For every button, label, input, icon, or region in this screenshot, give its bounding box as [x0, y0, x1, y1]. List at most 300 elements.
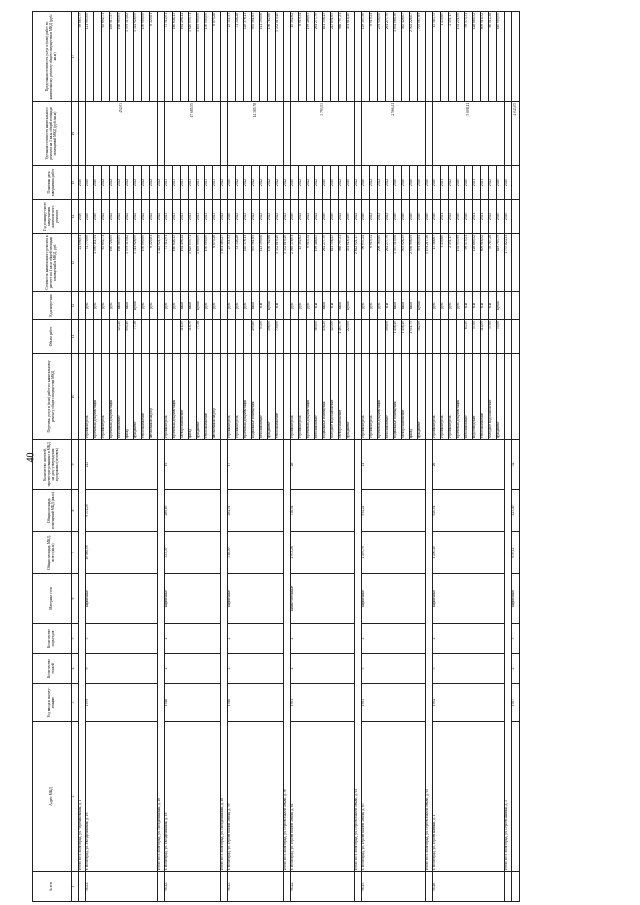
work-volume: 55,00: [497, 320, 505, 354]
year: 2022: [315, 200, 323, 234]
unit-cost: 17 685,55: [165, 102, 221, 166]
year: 2023: [165, 200, 173, 234]
cost: 2 151,17: [449, 234, 457, 292]
cost: 821 358,43: [331, 234, 339, 292]
limit-cost: 80 012,28: [489, 12, 497, 102]
unit: куб.м: [134, 292, 142, 320]
unit: кв.м: [323, 292, 331, 320]
build-year: 1979: [86, 684, 158, 722]
cost: 261 277,70: [323, 234, 331, 292]
plan-date: 2022: [236, 166, 244, 200]
year: 2022: [126, 200, 134, 234]
year: 2022: [260, 200, 268, 234]
unit: кв.м: [181, 292, 189, 320]
cost: 206 360,60: [378, 234, 386, 292]
premises-area: 9 372,20: [86, 490, 158, 532]
unit: кв.м: [189, 292, 197, 320]
work-type: стройконтроль: [291, 354, 299, 440]
cost: 261 277,70: [386, 234, 394, 292]
plan-date: 2020: [291, 166, 299, 200]
table-cell: [505, 292, 512, 320]
work-volume: 495,80: [252, 320, 260, 354]
total-limit: 99 663,75: [79, 12, 86, 102]
limit-cost: 821 358,43: [323, 12, 331, 102]
plan-date: 2022: [339, 166, 347, 200]
column-number: 17: [72, 12, 79, 102]
year: 2020: [457, 200, 465, 234]
work-type: газоснабжение: [118, 354, 126, 440]
column-number: 8: [72, 490, 79, 532]
year: 2023: [213, 200, 221, 234]
cost: 451 618,40: [347, 234, 355, 292]
entrances: 2: [228, 624, 284, 654]
total-year: 2022: [158, 200, 165, 234]
plan-date: 2023: [165, 166, 173, 200]
row-number: 56.41.: [86, 872, 158, 902]
work-type: автономный надзор: [213, 354, 221, 440]
total-label: Итого по г. Волгоград, ул. Гвоздичинская, д. 16: [158, 440, 165, 872]
residents: 21: [362, 440, 426, 490]
row-number: 56.42.: [165, 872, 221, 902]
limit-cost: 1 579 515,82: [126, 12, 134, 102]
total-date: 2022: [221, 166, 228, 200]
work-type: фасад: [126, 354, 134, 440]
premises-area: 289,85: [165, 490, 221, 532]
plan-date: 2020: [228, 166, 236, 200]
work-type: проектная документация: [173, 354, 181, 440]
build-year: 1946: [228, 684, 284, 722]
work-volume: 1 458,40: [394, 320, 402, 354]
row-number: 56.45.: [362, 872, 426, 902]
column-header: Плановая дата завершения работ: [33, 166, 72, 200]
unit: п.м: [386, 292, 394, 320]
total-row: [79, 12, 86, 902]
residents: 19: [165, 440, 221, 490]
cost: 503 026,35: [402, 234, 410, 292]
plan-date: 2022: [386, 166, 394, 200]
cost: 145 376,11: [244, 234, 252, 292]
column-number-row: [72, 12, 79, 902]
plan-date: 2022: [150, 166, 158, 200]
column-header: Удельная стоимость капитального ремонта на 1 кв.м общей площади помещений МКД (руб./кв.м): [33, 102, 72, 166]
unit: руб.: [205, 292, 213, 320]
limit-cost: 129 307,50: [362, 12, 370, 102]
limit-cost: 1 314 928,00: [134, 12, 142, 102]
total-date: 2020: [79, 166, 86, 200]
wall-material: кирпичные: [86, 574, 158, 624]
table-row: [291, 12, 299, 902]
limit-cost: 164 406,14: [181, 12, 189, 102]
limit-cost: 1 430,60: [441, 12, 449, 102]
work-type: стройконтроль: [228, 354, 236, 440]
cost: 128 669,52: [473, 234, 481, 292]
table-row: [228, 12, 236, 902]
table-cell: [221, 320, 228, 354]
work-volume: [291, 320, 299, 354]
total-year: 2022: [355, 200, 362, 234]
total-row: [284, 12, 291, 902]
work-volume: [142, 320, 150, 354]
address-cell: г. Волгоград, ул. Героев Малой Земли, д. 50: [228, 722, 284, 872]
work-type: теплоснабжение: [142, 354, 150, 440]
year: 2022: [370, 200, 378, 234]
year: 2022: [276, 200, 284, 234]
work-type: подвальные помещения: [394, 354, 402, 440]
limit-cost: 1 332 819,40: [276, 12, 284, 102]
year: 2021: [473, 200, 481, 234]
limit-cost: 1 954 086,36: [394, 12, 402, 102]
column-header: Год планиру-емого завер-шения капиталь-ного ремонта: [33, 200, 72, 234]
plan-date: 2022: [102, 166, 110, 200]
total-row: [426, 12, 433, 902]
year: 2020: [402, 200, 410, 234]
plan-date: 2022: [110, 166, 118, 200]
cost: 154 953,99: [457, 234, 465, 292]
plan-date: 2022: [299, 166, 307, 200]
cost: 935 561,65: [252, 234, 260, 292]
plan-date: 2022: [252, 166, 260, 200]
cost: 31 348,28: [236, 234, 244, 292]
limit-cost: 150 000,00: [205, 12, 213, 102]
table-cell: [512, 320, 520, 354]
plan-date: 2020: [94, 166, 102, 200]
plan-date: 2022: [126, 166, 134, 200]
premises-area: 920,01: [433, 490, 505, 532]
limit-cost: 13 183,75: [433, 12, 441, 102]
unit: руб.: [307, 292, 315, 320]
unit: кв.м: [339, 292, 347, 320]
work-volume: [362, 320, 370, 354]
limit-cost: 988 797,21: [339, 12, 347, 102]
work-type: электроснабжение: [339, 354, 347, 440]
year: 2022: [142, 200, 150, 234]
limit-cost: 261 277,70: [315, 12, 323, 102]
year: 2022: [268, 200, 276, 234]
column-number: 5: [72, 624, 79, 654]
year: 2022: [110, 200, 118, 234]
work-type: автономный надзор: [150, 354, 158, 440]
unit-cost: 14 385,78: [228, 102, 284, 166]
plan-date: 2020: [86, 166, 94, 200]
build-year: 1957: [512, 684, 520, 722]
wall-material: кирпичные: [165, 574, 221, 624]
work-volume: [370, 320, 378, 354]
unit: руб.: [449, 292, 457, 320]
residents: 28: [291, 440, 355, 490]
table-cell: [512, 200, 520, 234]
year: 2020: [418, 200, 426, 234]
unit: руб.: [441, 292, 449, 320]
table-row: [433, 12, 441, 902]
cost: 6 870,28: [213, 234, 221, 292]
work-volume: 57,00: [473, 320, 481, 354]
total-area: 1 073,26: [291, 532, 355, 574]
unit: руб.: [291, 292, 299, 320]
limit-cost: 6 870,28: [213, 12, 221, 102]
column-number: 11: [72, 320, 79, 354]
cost: 1 430,60: [441, 234, 449, 292]
work-volume: [228, 320, 236, 354]
limit-cost: 703 067,69: [418, 12, 426, 102]
table-cell: [158, 320, 165, 354]
work-type: проектная документация: [307, 354, 315, 440]
column-number: 10: [72, 354, 79, 440]
address-cell: [512, 722, 520, 872]
column-header: Материал стен: [33, 574, 72, 624]
limit-cost: 154 251,00: [457, 12, 465, 102]
table-cell: [284, 102, 291, 166]
column-number: 3: [72, 684, 79, 722]
year: 2023: [205, 200, 213, 234]
unit: руб.: [213, 292, 221, 320]
residents: 34: [512, 440, 520, 490]
work-type: холодное водоснабжение: [489, 354, 497, 440]
year: 2022: [449, 200, 457, 234]
unit: руб.: [299, 292, 307, 320]
column-header: Общая площадь помещений МКД (кв.м): [33, 490, 72, 532]
unit: руб.: [378, 292, 386, 320]
unit: п.м: [315, 292, 323, 320]
unit: руб.: [102, 292, 110, 320]
column-header: Общая площадь МКД, всего (кв.м): [33, 532, 72, 574]
limit-cost: 99 575,31: [465, 12, 473, 102]
total-row: [221, 12, 228, 902]
limit-cost: 121 993,00: [86, 12, 94, 102]
column-header: Перечень услуг и (или) работ по капитальному ремонту общего имущества МКД: [33, 354, 72, 440]
work-type: подвальные помещения: [323, 354, 331, 440]
year: 2020: [291, 200, 299, 234]
premises-area: 264,51: [228, 490, 284, 532]
column-number: 1: [72, 872, 79, 902]
cost: 166 985,05: [118, 234, 126, 292]
work-volume: [299, 320, 307, 354]
plan-date: 2023: [213, 166, 221, 200]
year: 2023: [173, 200, 181, 234]
unit: кв.м: [402, 292, 410, 320]
limit-cost: 935 561,65: [252, 12, 260, 102]
cost: 78 787,28: [489, 234, 497, 292]
total-year: 2020: [79, 200, 86, 234]
work-type: проектная документация: [457, 354, 465, 440]
limit-cost: 141 399,06: [260, 12, 268, 102]
work-type: фундамент: [497, 354, 505, 440]
work-type: стройконтроль: [433, 354, 441, 440]
column-header: Предельная стоимость услуг и (или) работ по капитальному ремонту общего имущества в МКД (руб./кв.м): [33, 12, 72, 102]
table-cell: [505, 354, 512, 440]
floors: 2: [291, 654, 355, 684]
cost: 988 797,21: [339, 234, 347, 292]
work-volume: 318,50: [181, 320, 189, 354]
wall-material: кирпичные: [362, 574, 426, 624]
plan-date: 2023: [205, 166, 213, 200]
cost: 13 168,67: [433, 234, 441, 292]
total-area: 318,50: [228, 532, 284, 574]
cost: 63 692,71: [102, 234, 110, 292]
table-cell: [512, 12, 520, 102]
plan-date: 2022: [315, 166, 323, 200]
column-header: Коли-чество этажей: [33, 654, 72, 684]
table-cell: [512, 292, 520, 320]
total-area: 333,30: [165, 532, 221, 574]
total-date: 2022: [355, 166, 362, 200]
rotated-table-wrapper: [32, 12, 632, 902]
column-header: Адрес МКД: [33, 722, 72, 872]
table-cell: [505, 872, 512, 902]
build-year: 1953: [362, 684, 426, 722]
total-year: 2022: [221, 200, 228, 234]
row-number: 56.46.: [433, 872, 505, 902]
work-volume: 37,00: [489, 320, 497, 354]
work-volume: [441, 320, 449, 354]
unit-cost: 2 566,41: [362, 102, 426, 166]
work-type: проектная документация: [244, 354, 252, 440]
wall-material: кирпичные: [512, 574, 520, 624]
total-limit: [505, 12, 512, 102]
cost: 6 120,81: [150, 234, 158, 292]
plan-date: 2022: [276, 166, 284, 200]
column-header: Объем работ: [33, 320, 72, 354]
unit: кв.м: [394, 292, 402, 320]
year: 2022: [339, 200, 347, 234]
year: 2022: [150, 200, 158, 234]
work-volume: [433, 320, 441, 354]
column-number: 6: [72, 574, 79, 624]
cost: 150 000,00: [142, 234, 150, 292]
total-date: 2020: [505, 166, 512, 200]
work-type: стройконтроль: [102, 354, 110, 440]
year: 2022: [118, 200, 126, 234]
work-volume: [213, 320, 221, 354]
address-cell: г. Волгоград, ул. Гвоздичинская, д. 16: [86, 722, 158, 872]
cost: 99 575,31: [465, 234, 473, 292]
work-volume: 77,36: [134, 320, 142, 354]
table-cell: [355, 102, 362, 166]
total-label: Итого по г. Волгоград, ул. Героев Малой Земли, д. 50: [284, 440, 291, 872]
total-area: 1 450,40: [433, 532, 505, 574]
year: 2020: [94, 200, 102, 234]
work-type: фундамент: [134, 354, 142, 440]
premises-area: 934,22: [362, 490, 426, 532]
work-volume: [94, 320, 102, 354]
column-number: 12: [72, 292, 79, 320]
year: 2020: [331, 200, 339, 234]
cost: 45 102,62: [299, 234, 307, 292]
cost: 4 090 111,54: [94, 234, 102, 292]
limit-cost: 2 151,17: [449, 12, 457, 102]
unit: кв.м: [252, 292, 260, 320]
premises-area: 423,40: [512, 490, 520, 532]
plan-date: 2022: [449, 166, 457, 200]
cost: 156 782,66: [268, 234, 276, 292]
rotated-page: [32, 12, 632, 902]
limit-cost: 31 348,28: [236, 12, 244, 102]
unit: п.м: [260, 292, 268, 320]
unit: кв.м: [118, 292, 126, 320]
table-cell: [512, 234, 520, 292]
cost: 1 655 999,00: [197, 234, 205, 292]
entrances: 2: [362, 624, 426, 654]
limit-cost: 166 985,05: [118, 12, 126, 102]
work-volume: 318,70: [189, 320, 197, 354]
year: 2021: [441, 200, 449, 234]
work-volume: 314,00: [481, 320, 489, 354]
unit: п.м: [465, 292, 473, 320]
year: 2020: [394, 200, 402, 234]
cost: 150 000,00: [205, 234, 213, 292]
year: 2023: [181, 200, 189, 234]
work-type: стройконтроль: [362, 354, 370, 440]
unit: куб.м: [418, 292, 426, 320]
column-number: 15: [72, 166, 79, 200]
work-type: проектная документация: [110, 354, 118, 440]
floors: 2: [165, 654, 221, 684]
unit: куб.м: [268, 292, 276, 320]
total-date: 2022: [158, 166, 165, 200]
unit-cost: 4 043,05: [512, 102, 520, 166]
unit: кв.м: [410, 292, 418, 320]
work-volume: 93,00: [260, 320, 268, 354]
residents: 243: [86, 440, 158, 490]
work-volume: 199,00: [386, 320, 394, 354]
build-year: 1954: [433, 684, 505, 722]
cost: 1 314 928,00: [134, 234, 142, 292]
unit: руб.: [236, 292, 244, 320]
year: 2022: [252, 200, 260, 234]
build-year: 1946: [165, 684, 221, 722]
unit: куб.м: [497, 292, 505, 320]
limit-cost: 23 311,53: [228, 12, 236, 102]
cost: 1 579 515,82: [126, 234, 134, 292]
address-cell: г. Волгоград, ул. Героев Малой Земли, д. 61: [291, 722, 355, 872]
plan-date: 2020: [410, 166, 418, 200]
year: 2021: [481, 200, 489, 234]
work-volume: 63,50: [465, 320, 473, 354]
work-type: проектная документация: [378, 354, 386, 440]
unit: куб.м: [347, 292, 355, 320]
plan-date: 2020: [433, 166, 441, 200]
wall-material: шлако-бетонные: [291, 574, 355, 624]
cost: 649 793,75: [497, 234, 505, 292]
column-header: Ед.измере-ния: [33, 292, 72, 320]
year: 2020: [86, 200, 94, 234]
total-area: 670,12: [512, 532, 520, 574]
plan-date: 2023: [181, 166, 189, 200]
plan-date: 2020: [457, 166, 465, 200]
work-type: стройконтроль: [299, 354, 307, 440]
total-row: [158, 12, 165, 902]
cost: 6 019,34: [370, 234, 378, 292]
limit-cost: 1 655 999,00: [197, 12, 205, 102]
plan-date: 2020: [394, 166, 402, 200]
row-number: [512, 872, 520, 902]
total-row: [505, 12, 512, 902]
cost: 141 399,06: [260, 234, 268, 292]
row-number: 56.43.: [228, 872, 284, 902]
work-type: проектная документация: [94, 354, 102, 440]
unit-cost: 5 608,11: [433, 102, 505, 166]
table-cell: [505, 102, 512, 166]
column-header: № п/п: [33, 872, 72, 902]
work-type: теплоснабжение: [205, 354, 213, 440]
cost: 74 770,00: [86, 234, 94, 292]
floors: 3: [433, 654, 505, 684]
entrances: 2: [165, 624, 221, 654]
table-cell: [221, 102, 228, 166]
entrances: 2: [433, 624, 505, 654]
limit-cost: 239 946,08: [378, 12, 386, 102]
unit: п.м: [331, 292, 339, 320]
work-type: фасад: [410, 354, 418, 440]
